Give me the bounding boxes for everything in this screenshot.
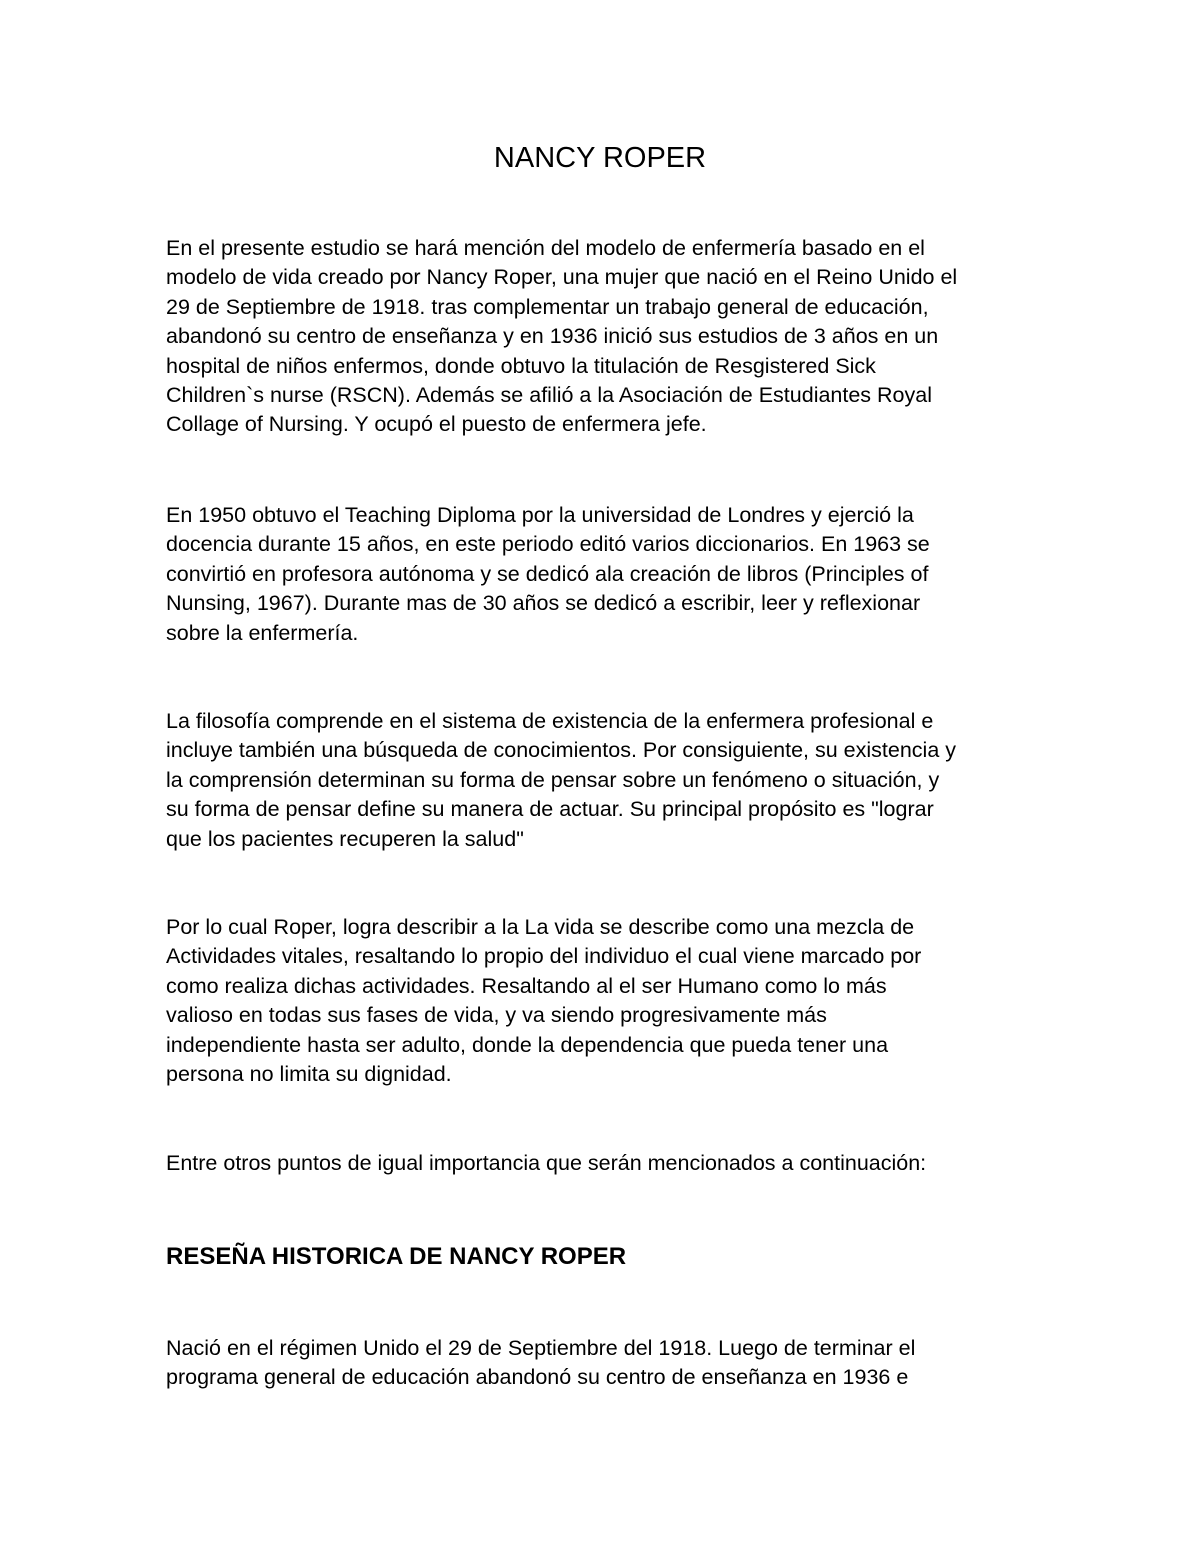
text-line: Collage of Nursing. Y ocupó el puesto de enfermera jefe. — [166, 412, 707, 437]
text-line: abandonó su centro de enseñanza y en 1936 inició sus estudios de 3 años en un — [166, 324, 939, 349]
text-line: persona no limita su dignidad. — [166, 1062, 452, 1087]
document-title: NANCY ROPER — [493, 142, 707, 174]
text-line: Nunsing, 1967). Durante mas de 30 años se dedicó a escribir, leer y reflexionar — [166, 591, 921, 616]
paragraph-career — [166, 501, 1046, 648]
text-line: docencia durante 15 años, en este periodo editó varios diccionarios. En 1963 se — [166, 532, 930, 557]
paragraph-transition — [166, 1149, 1046, 1178]
text-line: como realiza dichas actividades. Resaltando al el ser Humano como lo más — [166, 973, 887, 998]
text-line: modelo de vida creado por Nancy Roper, una mujer que nació en el Reino Unido el — [166, 265, 958, 290]
text-line: En el presente estudio se hará mención del modelo de enfermería basado en el — [166, 236, 925, 260]
text-line: Children`s nurse (RSCN). Además se afilió a la Asociación de Estudiantes Royal — [166, 383, 933, 408]
text-line: Entre otros puntos de igual importancia que serán mencionados a continuación: — [166, 1151, 927, 1175]
text-line: que los pacientes recuperen la salud" — [166, 826, 524, 851]
text-line: hospital de niños enfermos, donde obtuvo la titulación de Resgistered Sick — [166, 353, 876, 378]
text-line: La filosofía comprende en el sistema de existencia de la enfermera profesional e — [166, 709, 934, 733]
text-line: convirtió en profesora autónoma y se dedicó ala creación de libros (Principles of — [166, 561, 929, 586]
text-line: sobre la enfermería. — [166, 620, 359, 645]
paragraph-philosophy — [166, 707, 1046, 854]
paragraph-intro — [166, 234, 1046, 440]
text-line: Por lo cual Roper, logra describir a la La vida se describe como una mezcla de — [166, 915, 915, 939]
text-line: 29 de Septiembre de 1918. tras complementar un trabajo general de educación, — [166, 294, 929, 319]
text-line: En 1950 obtuvo el Teaching Diploma por la universidad de Londres y ejerció la — [166, 503, 914, 527]
text-line: Actividades vitales, resaltando lo propio del individuo el cual viene marcado por — [166, 944, 922, 969]
text-line: programa general de educación abandonó su centro de enseñanza en 1936 e — [166, 1365, 909, 1390]
section-heading: RESEÑA HISTORICA DE NANCY ROPER — [166, 1243, 627, 1270]
text-line: incluye también una búsqueda de conocimientos. Por consiguiente, su existencia y — [166, 738, 957, 763]
text-line: valioso en todas sus fases de vida, y va siendo progresivamente más — [166, 1003, 827, 1028]
text-line: independiente hasta ser adulto, donde la dependencia que pueda tener una — [166, 1032, 889, 1057]
text-line: Nació en el régimen Unido el 29 de Septiembre del 1918. Luego de terminar el — [166, 1336, 916, 1360]
paragraph-history — [166, 1334, 1046, 1393]
text-line: la comprensión determinan su forma de pensar sobre un fenómeno o situación, y — [166, 767, 940, 792]
paragraph-life-activities — [166, 913, 1046, 1089]
text-line: su forma de pensar define su manera de actuar. Su principal propósito es "lograr — [166, 797, 934, 822]
